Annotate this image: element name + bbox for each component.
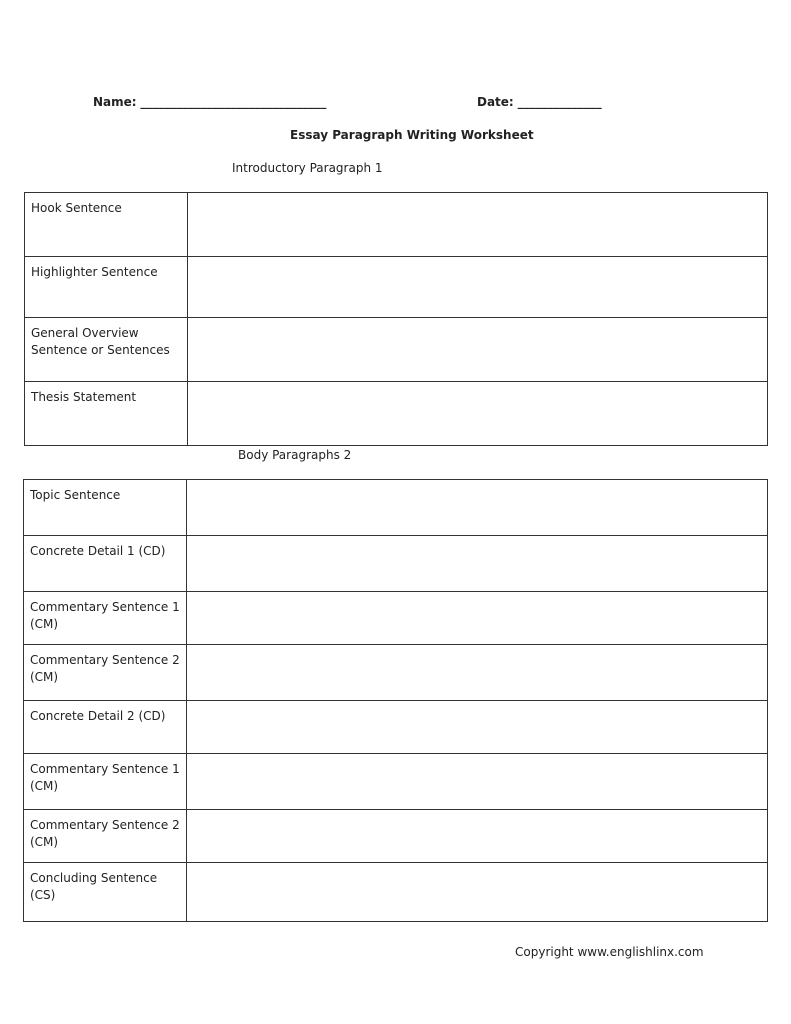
answer-cell-commentary-2a[interactable] xyxy=(187,645,768,701)
row-label-concluding-sentence: Concluding Sentence (CS) xyxy=(24,863,187,922)
table-row xyxy=(24,645,768,701)
row-label-hook-sentence: Hook Sentence xyxy=(25,193,188,257)
row-label-thesis-statement: Thesis Statement xyxy=(25,382,188,446)
date-line xyxy=(477,95,602,109)
answer-cell-commentary-1b[interactable] xyxy=(187,754,768,810)
table-row xyxy=(24,480,768,536)
row-label-commentary-2a: Commentary Sentence 2 (CM) xyxy=(24,645,187,701)
table-row xyxy=(25,257,768,318)
row-label-commentary-1a: Commentary Sentence 1 (CM) xyxy=(24,592,187,645)
name-line xyxy=(93,95,326,109)
row-label-commentary-2b: Commentary Sentence 2 (CM) xyxy=(24,810,187,863)
table-row xyxy=(24,754,768,810)
answer-cell-concrete-detail-2[interactable] xyxy=(187,701,768,754)
table-row xyxy=(24,592,768,645)
table-row xyxy=(24,536,768,592)
name-blank[interactable]: _______________________________ xyxy=(140,95,327,109)
date-label: Date: xyxy=(477,95,514,109)
table-row xyxy=(25,382,768,446)
row-label-general-overview: General Overview Sentence or Sentences xyxy=(25,318,188,382)
date-blank[interactable]: ______________ xyxy=(517,95,602,109)
answer-cell-topic-sentence[interactable] xyxy=(187,480,768,536)
answer-cell-concrete-detail-1[interactable] xyxy=(187,536,768,592)
table-row xyxy=(25,193,768,257)
row-label-concrete-detail-1: Concrete Detail 1 (CD) xyxy=(24,536,187,592)
answer-cell-concluding-sentence[interactable] xyxy=(187,863,768,922)
row-label-commentary-1b: Commentary Sentence 1 (CM) xyxy=(24,754,187,810)
answer-cell-commentary-1a[interactable] xyxy=(187,592,768,645)
row-label-highlighter-sentence: Highlighter Sentence xyxy=(25,257,188,318)
answer-cell-hook-sentence[interactable] xyxy=(188,193,768,257)
row-label-topic-sentence: Topic Sentence xyxy=(24,480,187,536)
intro-section-heading: Introductory Paragraph 1 xyxy=(232,161,383,175)
copyright-text: Copyright www.englishlinx.com xyxy=(515,945,704,959)
answer-cell-highlighter-sentence[interactable] xyxy=(188,257,768,318)
answer-cell-thesis-statement[interactable] xyxy=(188,382,768,446)
table-row xyxy=(24,701,768,754)
table-row xyxy=(24,863,768,922)
worksheet-title: Essay Paragraph Writing Worksheet xyxy=(290,128,534,142)
body-table xyxy=(23,479,768,922)
answer-cell-commentary-2b[interactable] xyxy=(187,810,768,863)
name-label: Name: xyxy=(93,95,137,109)
answer-cell-general-overview[interactable] xyxy=(188,318,768,382)
table-row xyxy=(24,810,768,863)
body-section-heading: Body Paragraphs 2 xyxy=(238,448,352,462)
row-label-concrete-detail-2: Concrete Detail 2 (CD) xyxy=(24,701,187,754)
intro-table xyxy=(24,192,768,446)
table-row xyxy=(25,318,768,382)
